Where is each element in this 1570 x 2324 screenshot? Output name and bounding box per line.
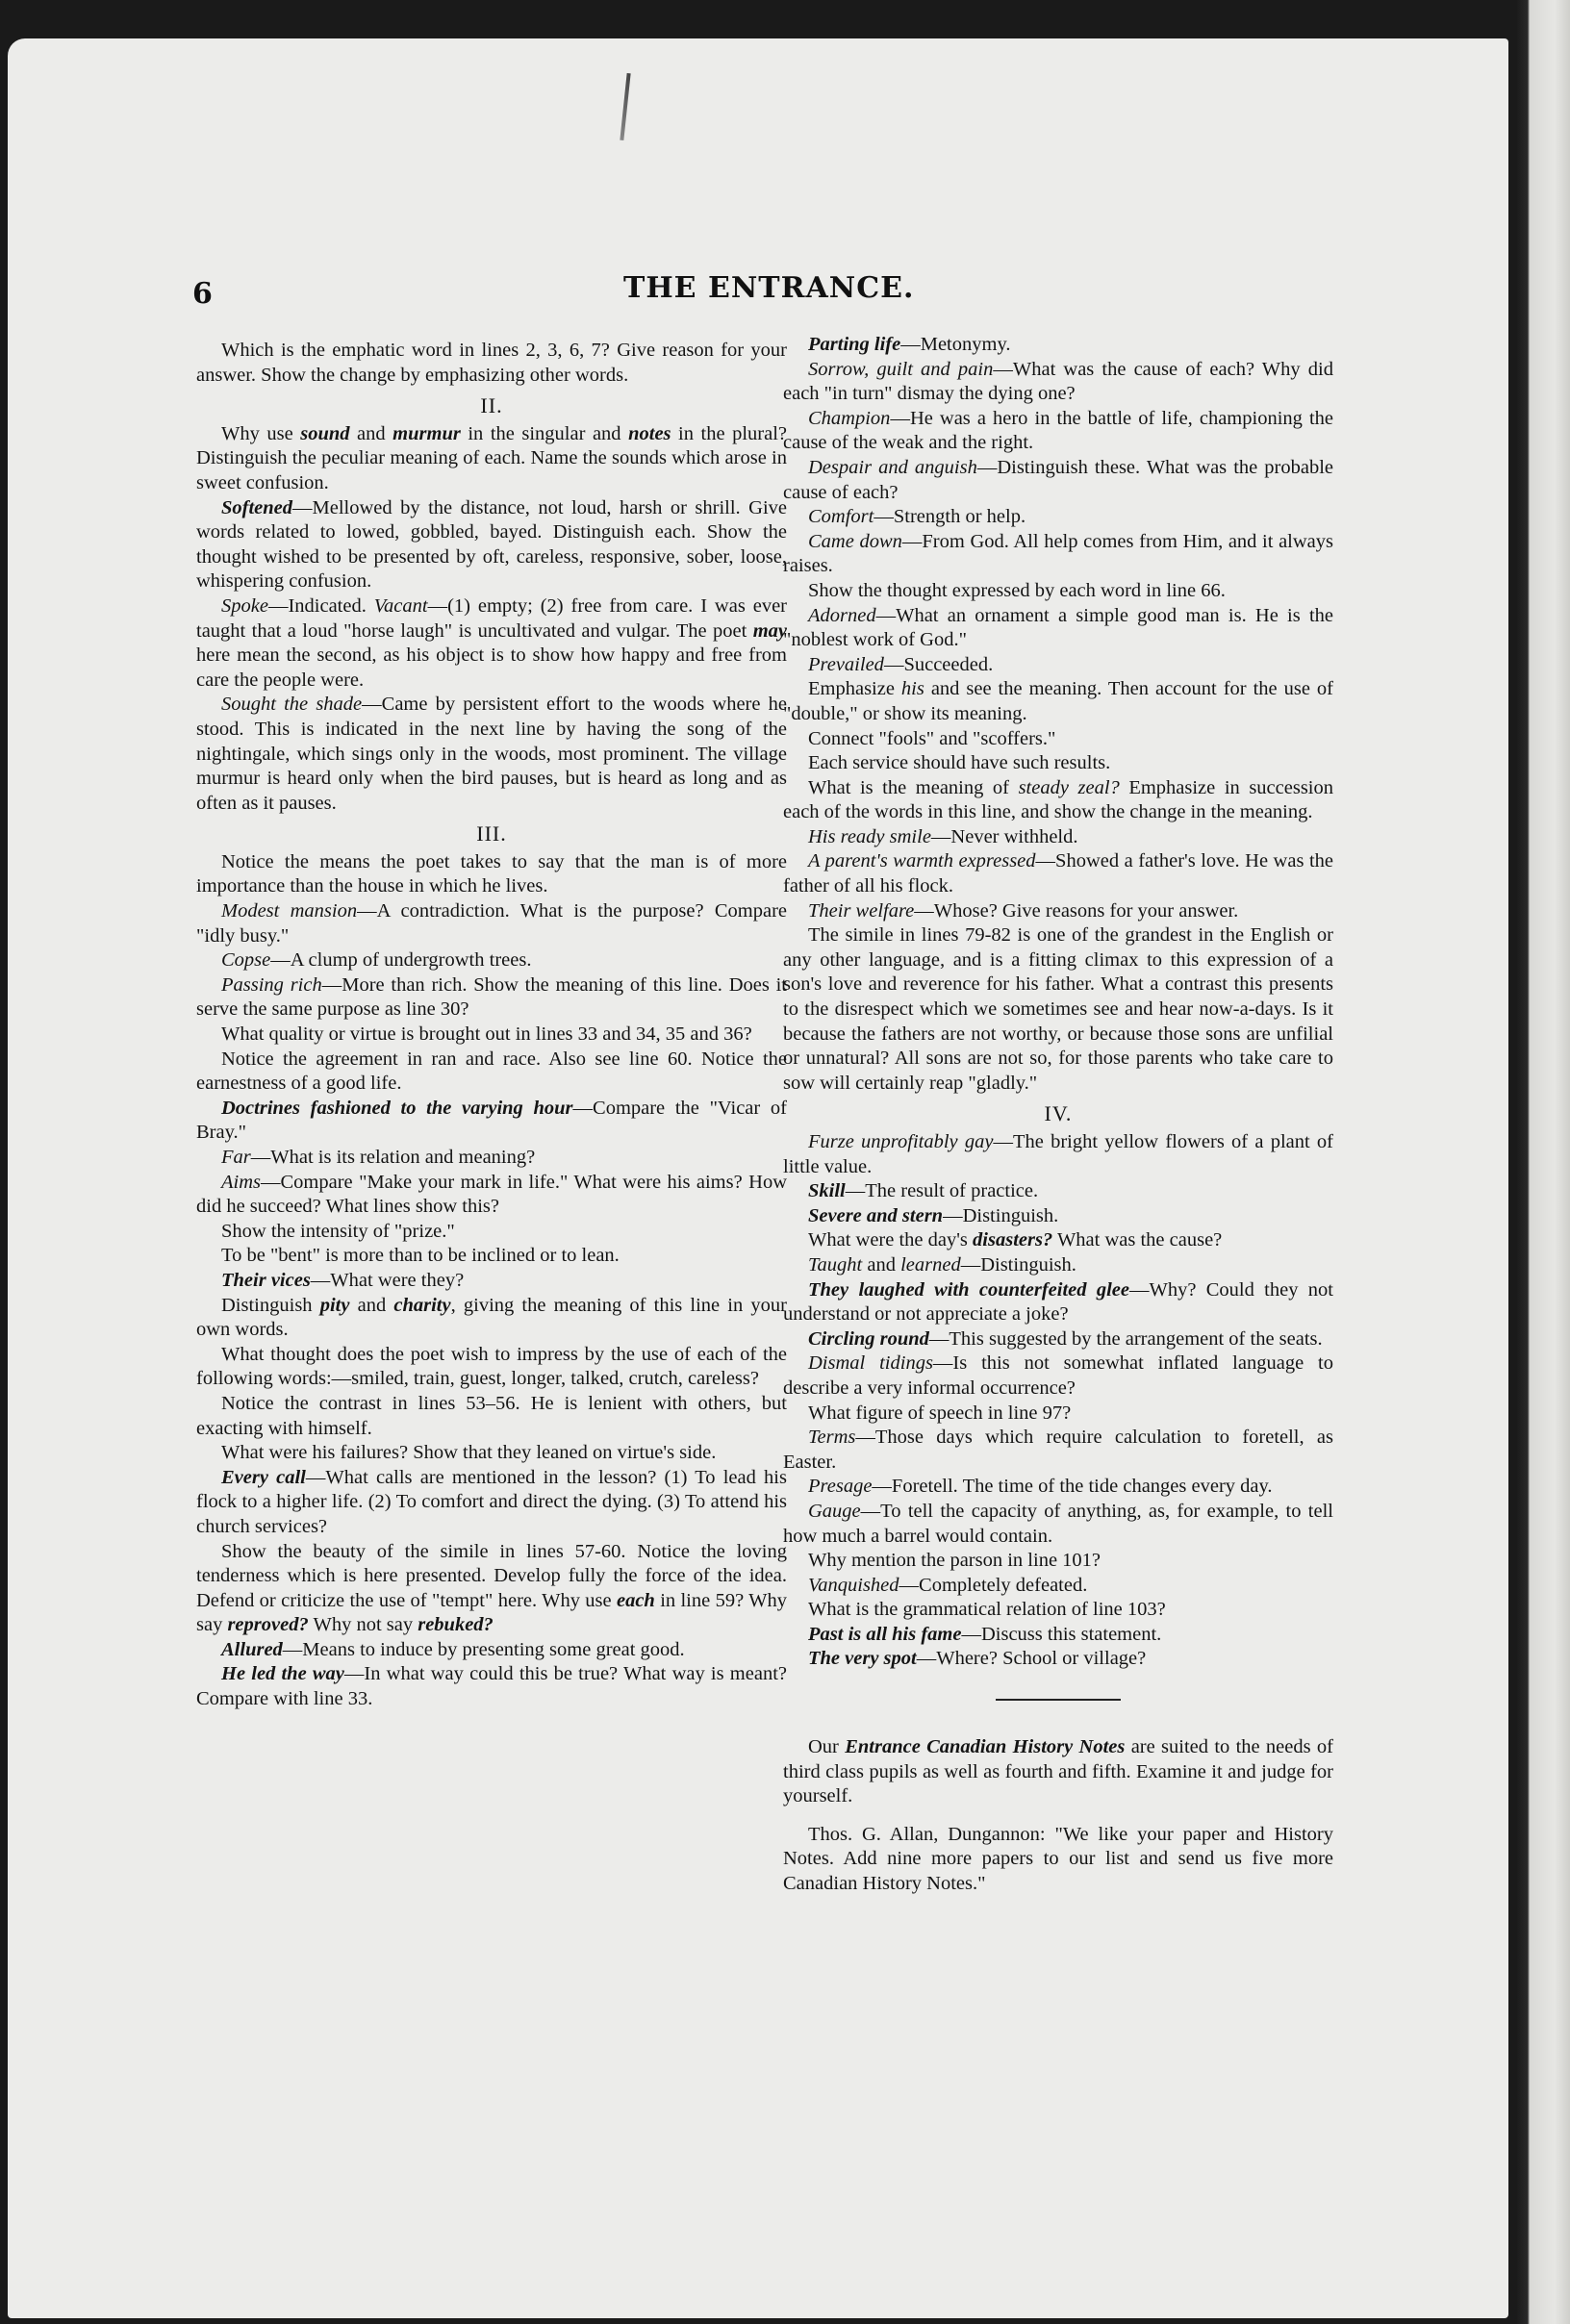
- paragraph-copse: Copse—A clump of undergrowth trees.: [221, 949, 532, 972]
- testimonial: Thos. G. Allan, Dungannon: "We like your paper and History Notes. Add nine more papers to our list and send us five more Canadian History Notes.": [783, 1823, 1333, 1895]
- section-divider: [996, 1699, 1121, 1701]
- paragraph-pity-charity: Distinguish pity and charity, giving the meaning of this line in your own words.: [196, 1294, 787, 1341]
- paragraph-sought-shade: Sought the shade—Came by persistent effort to the woods where he stood. This is indicated in the next line by having the song of the nightingale, which sings only in the woods, most prominent. The village murmur is heard only when the bird pauses, but is heard as long and as often as it pauses.: [196, 694, 787, 814]
- paragraph-taught: Taught and learned—Distinguish.: [808, 1253, 1076, 1276]
- section-heading-ii: II.: [480, 393, 503, 418]
- paragraph-champion: Champion—He was a hero in the battle of life, championing the cause of the weak and the right.: [783, 407, 1333, 454]
- paragraph-disasters: What were the day's disasters? What was the cause?: [808, 1229, 1223, 1251]
- paragraph-contrast: Notice the contrast in lines 53–56. He is lenient with others, but exacting with himself.: [196, 1392, 787, 1439]
- paragraph-failures: What were his failures? Show that they leaned on virtue's side.: [221, 1442, 717, 1464]
- paragraph-impress: What thought does the poet wish to impress by the use of each of the following words:—smiled, train, guest, longer, talked, crutch, careless?: [196, 1343, 787, 1390]
- paragraph-parting-life: Parting life—Metonymy.: [808, 334, 1011, 355]
- document-page: [8, 38, 1508, 2318]
- paragraph-grammatical: What is the grammatical relation of line 103?: [808, 1599, 1166, 1621]
- left-column: [196, 339, 787, 1712]
- paragraph-quality: What quality or virtue is brought out in lines 33 and 34, 35 and 36?: [221, 1023, 752, 1046]
- paragraph-skill: Skill—The result of practice.: [808, 1180, 1039, 1202]
- paragraph-sound-murmur: Why use sound and murmur in the singular and notes in the plural? Distinguish the peculiar meaning of each. Name the sounds which arose in sweet confusion.: [196, 422, 788, 493]
- adjacent-page-edge: [1516, 0, 1570, 2324]
- right-column: [783, 333, 1333, 1897]
- advertisement-history-notes: Our Entrance Canadian History Notes are suited to the needs of third class pupils as well as fourth and fifth. Examine it and judge for yourself.: [783, 1736, 1333, 1807]
- paragraph-passing-rich: Passing rich—More than rich. Show the meaning of this line. Does it serve the same purpose as line 30?: [196, 973, 787, 1021]
- paragraph-came-down: Came down—From God. All help comes from Him, and it always raises.: [783, 530, 1334, 577]
- section-heading-iv: IV.: [1044, 1101, 1073, 1126]
- paragraph-modest-mansion: Modest mansion—A contradiction. What is the purpose? Compare "idly busy.": [196, 900, 788, 947]
- paragraph-ready-smile: His ready smile—Never withheld.: [808, 825, 1078, 847]
- paragraph-gauge: Gauge—To tell the capacity of anything, as, for example, to tell how much a barrel would contain.: [783, 1500, 1333, 1547]
- paragraph-softened: Softened—Mellowed by the distance, not loud, harsh or shrill. Give words related to lowed, gobbled, bayed. Distinguish each. Show the thought wished to be presented by oft, careless, responsive, sober, loose, whispering confusion.: [196, 496, 787, 593]
- paragraph-vanquished: Vanquished—Completely defeated.: [808, 1574, 1088, 1596]
- paragraph-past-fame: Past is all his fame—Discuss this statement.: [808, 1623, 1162, 1645]
- paragraph-simile-79-82: The simile in lines 79-82 is one of the grandest in the English or any other language, and is a fitting climax to this expression of a son's love and reverence for his father. What a contrast this presents to the disrespect which we sometimes see and hear now-a-days. Is it because the fathers are not worthy, or because those sons are unfilial or unnatural? All sons are not so, for those parents who take care to sow will certainly reap "gladly.": [783, 924, 1333, 1094]
- paragraph-very-spot: The very spot—Where? School or village?: [808, 1648, 1147, 1670]
- paragraph-every-call: Every call—What calls are mentioned in the lesson? (1) To lead his flock to a higher life. (2) To comfort and direct the dying. (3) To attend his church services?: [196, 1466, 787, 1537]
- paragraph-despair: Despair and anguish—Distinguish these. What was the probable cause of each?: [783, 456, 1333, 503]
- paragraph-service: Each service should have such results.: [808, 752, 1111, 774]
- paragraph-severe: Severe and stern—Distinguish.: [808, 1204, 1059, 1226]
- section-heading-iii: III.: [476, 821, 507, 846]
- paragraph-means: Notice the means the poet takes to say that the man is of more importance than the house in which he lives.: [196, 850, 787, 897]
- paragraph-figure-97: What figure of speech in line 97?: [808, 1402, 1072, 1424]
- paragraph-agreement: Notice the agreement in ran and race. Also see line 60. Notice the earnestness of a good life.: [196, 1048, 787, 1095]
- paragraph-welfare: Their welfare—Whose? Give reasons for your answer.: [808, 899, 1239, 922]
- paragraph-line-66: Show the thought expressed by each word in line 66.: [808, 579, 1226, 601]
- paragraph-parson: Why mention the parson in line 101?: [808, 1550, 1102, 1572]
- paragraph-doctrines: Doctrines fashioned to the varying hour—Compare the "Vicar of Bray.": [196, 1097, 787, 1144]
- paragraph-comfort: Comfort—Strength or help.: [808, 506, 1026, 528]
- paragraph-furze: Furze unprofitably gay—The bright yellow flowers of a plant of little value.: [783, 1131, 1333, 1177]
- paragraph-connect: Connect "fools" and "scoffers.": [808, 727, 1056, 749]
- paragraph-sorrow: Sorrow, guilt and pain—What was the cause of each? Why did each "in turn" dismay the dying one?: [783, 358, 1333, 405]
- paragraph-emphasize-his: Emphasize his and see the meaning. Then account for the use of "double," or show its meaning.: [783, 678, 1333, 724]
- paragraph-vices: Their vices—What were they?: [221, 1269, 465, 1291]
- page-number: 6: [192, 277, 213, 311]
- paragraph-prevailed: Prevailed—Succeeded.: [808, 653, 994, 675]
- paragraph-spoke: Spoke—Indicated. Vacant—(1) empty; (2) free from care. I was ever taught that a loud "horse laugh" is uncultivated and vulgar. The poet may here mean the second, as his object is to show how happy and free from care the people were.: [196, 594, 787, 691]
- page-crease-mark: [620, 73, 630, 140]
- paragraph-presage: Presage—Foretell. The time of the tide changes every day.: [808, 1476, 1273, 1498]
- paragraph-steady-zeal: What is the meaning of steady zeal? Emphasize in succession each of the words in this line, and show the change in the meaning.: [783, 776, 1333, 823]
- paragraph-laughed: They laughed with counterfeited glee—Why? Could they not understand or not appreciate a joke?: [783, 1278, 1333, 1326]
- paragraph-circling: Circling round—This suggested by the arrangement of the seats.: [808, 1327, 1323, 1350]
- paragraph-allured: Allured—Means to induce by presenting some great good.: [221, 1638, 685, 1660]
- intro-paragraph: Which is the emphatic word in lines 2, 3, 6, 7? Give reason for your answer. Show the change by emphasizing other words.: [196, 340, 787, 386]
- paragraph-led-the-way: He led the way—In what way could this be true? What way is meant? Compare with line 33.: [196, 1663, 787, 1710]
- paragraph-simile-57-60: Show the beauty of the simile in lines 57-60. Notice the loving tenderness which is here presented. Develop fully the force of the idea. Defend or criticize the use of "tempt" here. Why use each in line 59? Why say reproved? Why not say rebuked?: [196, 1540, 788, 1636]
- running-head: THE ENTRANCE.: [623, 271, 915, 305]
- paragraph-bent: To be "bent" is more than to be inclined or to lean.: [221, 1245, 620, 1267]
- paragraph-terms: Terms—Those days which require calculation to foretell, as Easter.: [783, 1427, 1333, 1473]
- paragraph-aims: Aims—Compare "Make your mark in life." What were his aims? How did he succeed? What lines show this?: [196, 1171, 787, 1218]
- paragraph-dismal: Dismal tidings—Is this not somewhat inflated language to describe a very informal occurrence?: [783, 1352, 1333, 1399]
- paragraph-parents-warmth: A parent's warmth expressed—Showed a father's love. He was the father of all his flock.: [783, 850, 1333, 897]
- paragraph-intensity: Show the intensity of "prize.": [221, 1220, 455, 1242]
- paragraph-adorned: Adorned—What an ornament a simple good man is. He is the "noblest work of God.": [783, 604, 1333, 651]
- paragraph-far: Far—What is its relation and meaning?: [221, 1147, 536, 1168]
